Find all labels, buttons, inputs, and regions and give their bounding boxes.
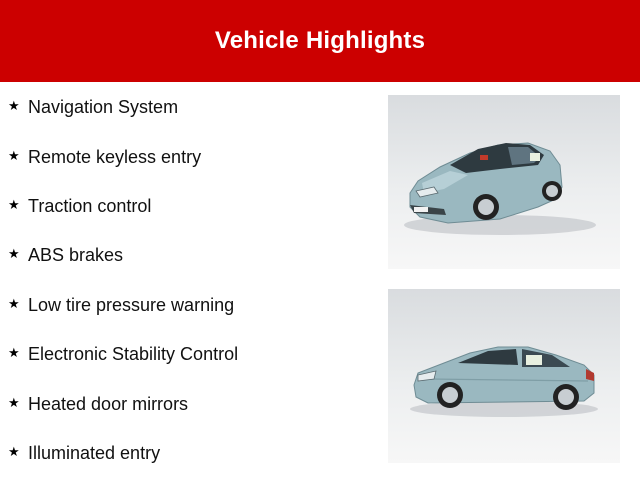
list-item — [8, 195, 151, 217]
feature-label: Traction control — [28, 195, 152, 216]
feature-label: ABS brakes — [28, 244, 124, 265]
star-icon: ★ — [8, 196, 20, 212]
list-item — [8, 96, 178, 118]
page-title: Vehicle Highlights — [214, 27, 426, 54]
star-icon: ★ — [8, 344, 20, 360]
star-icon: ★ — [8, 245, 20, 261]
star-icon: ★ — [8, 97, 20, 113]
feature-label: Electronic Stability Control — [28, 343, 239, 364]
feature-label: Navigation System — [28, 96, 179, 117]
star-icon: ★ — [8, 147, 20, 163]
star-icon: ★ — [8, 394, 20, 410]
star-icon: ★ — [8, 295, 20, 311]
feature-label: Heated door mirrors — [28, 393, 189, 414]
list-item — [8, 442, 160, 464]
feature-label: Illuminated entry — [28, 442, 161, 463]
feature-label: Remote keyless entry — [28, 146, 202, 167]
list-item — [8, 294, 234, 316]
list-item — [8, 244, 123, 266]
list-item — [8, 343, 238, 365]
feature-label: Low tire pressure warning — [28, 294, 235, 315]
header-banner — [0, 0, 640, 82]
list-item — [8, 393, 188, 415]
list-item — [8, 146, 201, 168]
star-icon: ★ — [8, 443, 20, 459]
car-photo-side — [388, 289, 620, 463]
car-photo-front — [388, 95, 620, 269]
